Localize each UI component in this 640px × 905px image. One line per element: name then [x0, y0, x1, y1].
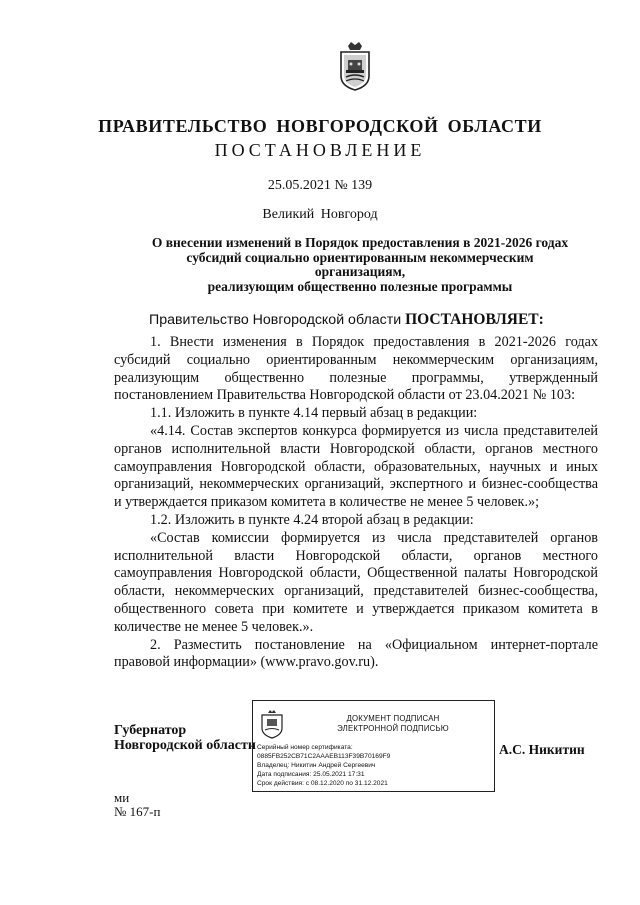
novgorod-coat-of-arms-icon	[336, 40, 374, 92]
subject-line: О внесении изменений в Порядок предоставления в 2021-2026 годах	[151, 235, 569, 250]
organization-title: ПРАВИТЕЛЬСТВО НОВГОРОДСКОЙ ОБЛАСТИ	[98, 116, 542, 136]
signed-date: Дата подписания: 25.05.2021 17:31	[257, 771, 365, 778]
body-paragraph: «Состав комиссии формируется из числа представителей органов исполнительной власти Новгородской области, органов местного самоуправления Новгородской области, Общественной палаты Новгородской области, некоммерческих организаций, представителей бизнес-сообщества, общественного совета при комитете и утверждается приказом комитета в количестве не менее 5 человек.».	[114, 529, 598, 635]
preamble-text: Правительство Новгородской области	[149, 312, 406, 328]
document-body	[114, 334, 598, 672]
preamble	[149, 311, 544, 329]
document-date-number: 25.05.2021 № 139	[267, 178, 373, 193]
executor-initials: ми	[114, 790, 130, 805]
position-line: Новгородской области	[114, 738, 256, 753]
electronic-signature-stamp	[252, 700, 495, 792]
document-subject	[140, 236, 580, 294]
body-paragraph: «4.14. Состав экспертов конкурса формируется из числа представителей органов исполнительной власти Новгородской области, органов местного самоуправления Новгородской области, образовательных, научных и иных организаций, некоммерческих организаций, экспертного и бизнес-сообщества и утверждается приказом комитета в количестве не менее 5 человек.»;	[114, 422, 598, 511]
cert-owner: Владелец: Никитин Андрей Сергеевич	[257, 762, 376, 769]
body-paragraph: 1.2. Изложить в пункте 4.24 второй абзац в редакции:	[150, 511, 474, 528]
footer-registration	[114, 791, 160, 819]
body-paragraph: 1.1. Изложить в пункте 4.14 первый абзац в редакции:	[150, 405, 478, 422]
document-type: ПОСТАНОВЛЕНИЕ	[214, 140, 426, 160]
coat-of-arms-seal-icon	[259, 709, 285, 739]
body-paragraph: 1. Внести изменения в Порядок предоставления в 2021-2026 годах субсидий социально ориентированным некоммерческим организациям, реализующим общественно полезные программы, утвержденный постановлением Правительства Новгородской области от 23.04.2021 № 103:	[114, 334, 598, 404]
position-line: Губернатор	[114, 723, 187, 738]
cert-label: Серийный номер сертификата:	[257, 744, 353, 751]
cert-number: 0885FB252CB71C2AAAEB113F39B70169F9	[257, 753, 391, 760]
signatory-name: А.С. Никитин	[499, 742, 585, 757]
subject-line: реализующим общественно полезные программы	[207, 278, 513, 294]
stamp-details	[257, 743, 390, 788]
stamp-title	[293, 714, 493, 734]
stamp-title-line: ЭЛЕКТРОННОЙ ПОДПИСЬЮ	[337, 724, 449, 733]
stamp-title-line: ДОКУМЕНТ ПОДПИСАН	[346, 714, 440, 723]
signatory-position	[114, 723, 256, 753]
body-paragraph: 2. Разместить постановление на «Официальном интернет-портале правовой информации» (www.pravo.gov.ru).	[114, 636, 598, 671]
preamble-decree-word: ПОСТАНОВЛЯЕТ:	[405, 311, 544, 328]
document-city: Великий Новгород	[262, 207, 378, 222]
cert-validity: Срок действия: с 08.12.2020 по 31.12.2021	[257, 780, 388, 787]
registration-number: № 167-п	[114, 804, 161, 819]
subject-line: субсидий социально ориентированным некоммерческим организациям,	[186, 249, 534, 279]
